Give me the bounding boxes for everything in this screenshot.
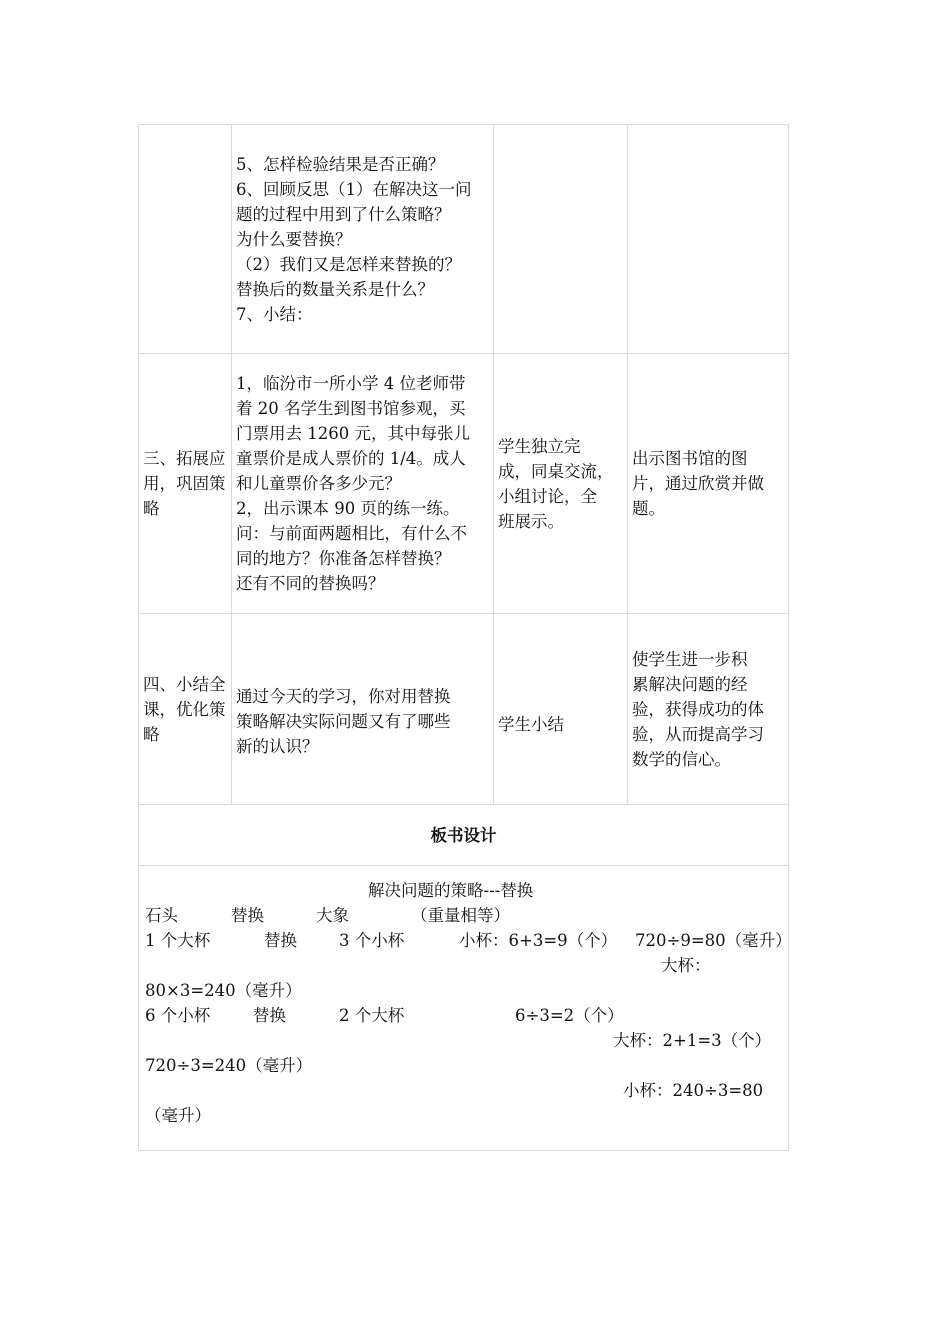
text-line: 略 xyxy=(143,499,160,518)
text-line: 新的认识？ xyxy=(236,737,319,756)
design-intent-cell xyxy=(628,614,789,805)
board-text: 大象 xyxy=(316,906,349,925)
text-line: 策略解决实际问题又有了哪些 xyxy=(236,712,451,731)
table-row xyxy=(139,805,789,866)
text-line: 学生小结 xyxy=(498,715,564,734)
text-line: 成，同桌交流， xyxy=(498,461,614,481)
student-activity-cell xyxy=(494,614,628,805)
text-line: 小组讨论，全 xyxy=(498,486,597,506)
text-line: 5、怎样检验结果是否正确？ xyxy=(236,154,445,174)
board-text: （毫升） xyxy=(145,1106,211,1125)
teaching-process-cell xyxy=(232,354,494,614)
text-line: 6、回顾反思（1）在解决这一问 xyxy=(236,179,472,199)
stage-cell xyxy=(139,125,232,354)
text-line: 学生独立完 xyxy=(498,436,581,456)
text-line: 7、小结： xyxy=(236,304,313,324)
board-text: 720÷3=240（毫升） xyxy=(145,1056,313,1075)
stage-cell xyxy=(139,354,232,614)
board-text: 2 个大杯 xyxy=(339,1006,405,1025)
text-line: 验，从而提高学习 xyxy=(632,724,764,744)
board-text: 大杯： xyxy=(661,956,711,975)
board-text: （重量相等） xyxy=(411,906,510,925)
student-activity-cell xyxy=(494,125,628,354)
table-row xyxy=(139,614,789,805)
text-line: 问：与前面两题相比，有什么不 xyxy=(236,524,467,543)
board-text: 替换 xyxy=(253,1006,286,1025)
text-line: 用，巩固策 xyxy=(143,474,226,493)
table-row xyxy=(139,354,789,614)
lesson-plan-table xyxy=(138,124,792,1151)
table-row xyxy=(139,866,789,1151)
text-line: 数学的信心。 xyxy=(632,749,731,769)
board-text: 6 个小杯 xyxy=(145,1006,211,1025)
text-line: 通过今天的学习，你对用替换 xyxy=(236,687,451,706)
board-text: 替换 xyxy=(264,931,297,950)
board-title: 解决问题的策略---替换 xyxy=(368,881,534,900)
text-line: 班展示。 xyxy=(498,511,564,531)
board-text: 小杯：6+3=9（个） xyxy=(459,931,618,950)
text-line: 着 20 名学生到图书馆参观，买 xyxy=(236,399,466,418)
board-text: 石头 xyxy=(145,906,178,925)
text-line: 验，获得成功的体 xyxy=(632,699,764,719)
stage-cell xyxy=(139,614,232,805)
board-design-content xyxy=(139,866,792,1151)
text-line: 童票价是成人票价的 1/4。成人 xyxy=(236,449,466,468)
text-line: 门票用去 1260 元，其中每张儿 xyxy=(236,424,470,443)
teaching-process-cell xyxy=(232,614,494,805)
board-text: 小杯：240÷3=80 xyxy=(623,1081,764,1100)
board-text: 720÷9=80（毫升） xyxy=(635,931,792,950)
board-text: 大杯：2+1=3（个） xyxy=(613,1031,772,1050)
text-line: 四、小结全 xyxy=(143,674,226,694)
text-line: 替换后的数量关系是什么？ xyxy=(236,279,434,299)
text-line: 还有不同的替换吗？ xyxy=(236,574,385,593)
board-text: 3 个小杯 xyxy=(339,931,405,950)
design-intent-cell xyxy=(628,125,789,354)
text-line: 课，优化策 xyxy=(143,699,226,719)
text-line: 题的过程中用到了什么策略？ xyxy=(236,204,451,224)
text-line: 片，通过欣赏并做 xyxy=(632,474,764,493)
student-activity-cell xyxy=(494,354,628,614)
text-line: 1，临汾市一所小学 4 位老师带 xyxy=(236,374,466,393)
text-line: （2）我们又是怎样来替换的？ xyxy=(236,254,461,274)
text-line: 2，出示课本 90 页的练一练。 xyxy=(236,499,460,518)
board-text: 80×3=240（毫升） xyxy=(145,981,302,1000)
design-intent-cell xyxy=(628,354,789,614)
text-line: 和儿童票价各多少元？ xyxy=(236,474,401,493)
text-line: 三、拓展应 xyxy=(143,449,226,468)
text-line: 使学生进一步积 xyxy=(632,649,748,669)
text-line: 为什么要替换？ xyxy=(236,229,352,249)
table-row xyxy=(139,125,789,354)
text-line: 累解决问题的经 xyxy=(632,674,748,694)
board-design-heading: 板书设计 xyxy=(139,805,789,866)
board-text: 替换 xyxy=(231,906,264,925)
text-line: 出示图书馆的图 xyxy=(632,449,748,468)
text-line: 略 xyxy=(143,724,160,744)
text-line: 同的地方？你准备怎样替换？ xyxy=(236,549,451,568)
board-text: 1 个大杯 xyxy=(145,931,211,950)
teaching-process-cell xyxy=(232,125,494,354)
board-text: 6÷3=2（个） xyxy=(515,1006,624,1025)
text-line: 题。 xyxy=(632,499,665,518)
